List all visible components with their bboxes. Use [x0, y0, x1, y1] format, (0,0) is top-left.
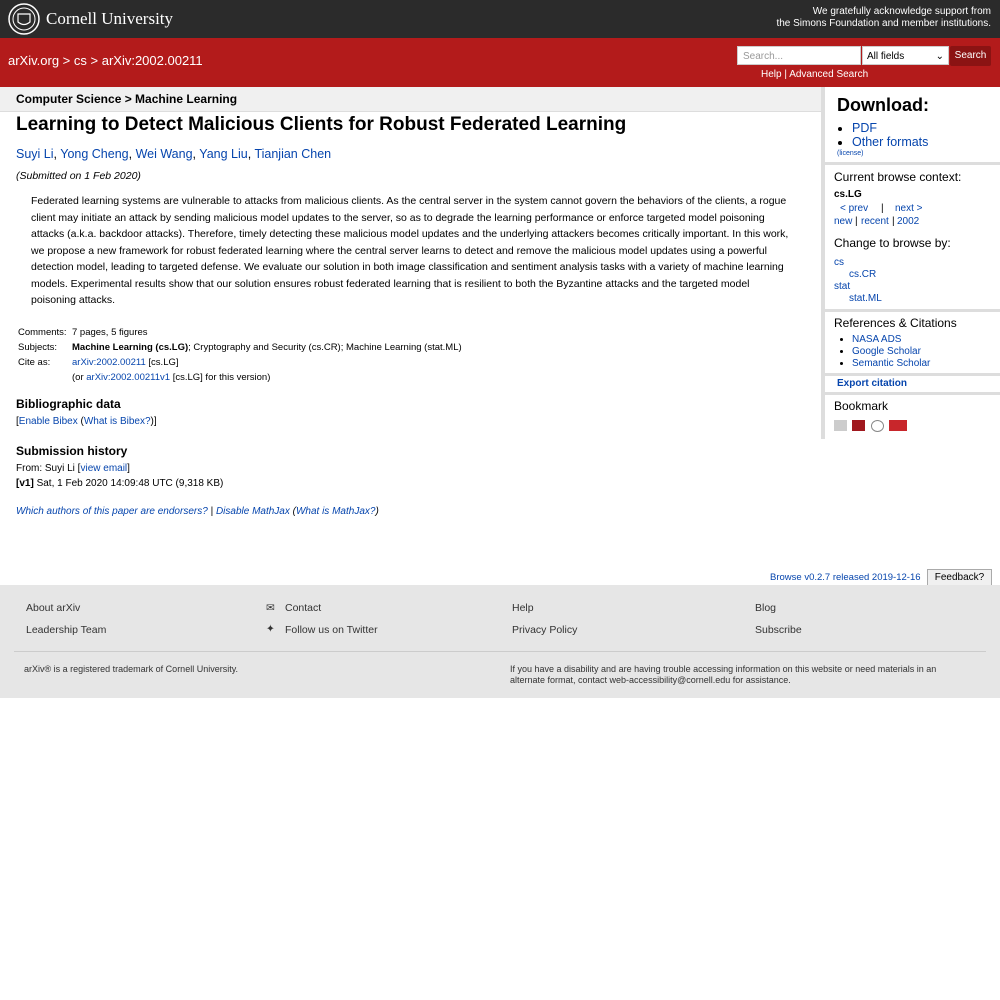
- sciencewise-icon[interactable]: [889, 420, 907, 431]
- view-email-link[interactable]: view email: [80, 463, 128, 474]
- next-link[interactable]: next >: [895, 203, 923, 214]
- cite-or: (or: [72, 372, 87, 383]
- separator: |: [881, 203, 884, 214]
- change-browse-heading: Change to browse by:: [834, 236, 951, 250]
- help-separator: |: [781, 69, 790, 80]
- new-link[interactable]: new: [834, 216, 853, 227]
- search-field-value: All fields: [867, 51, 905, 62]
- leadership-team-link[interactable]: Leadership Team: [26, 624, 107, 636]
- cornell-seal-icon[interactable]: [8, 3, 40, 35]
- mendeley-icon[interactable]: [852, 420, 865, 431]
- contact-link[interactable]: Contact: [285, 602, 322, 614]
- browse-stat-link[interactable]: stat: [834, 281, 851, 292]
- breadcrumb-separator: >: [86, 53, 102, 68]
- browse-statml-link[interactable]: stat.ML: [849, 293, 882, 304]
- author-list: Suyi Li, Yong Cheng, Wei Wang, Yang Liu, Tianjian Chen: [16, 147, 332, 161]
- breadcrumb-arxiv[interactable]: arXiv.org: [8, 53, 60, 68]
- submission-history-heading: Submission history: [16, 444, 128, 458]
- version-date: Sat, 1 Feb 2020 14:09:48 UTC (9,318 KB): [33, 478, 224, 489]
- browse-version-link[interactable]: Browse v0.2.7 released 2019-12-16: [770, 572, 921, 583]
- footer-help-link[interactable]: Help: [512, 602, 534, 614]
- enable-bibex-link[interactable]: Enable Bibex: [18, 416, 78, 427]
- help-link[interactable]: Help: [761, 69, 782, 80]
- twitter-icon: ✦: [266, 623, 275, 635]
- author-link[interactable]: Wei Wang: [135, 147, 193, 161]
- reference-item: [852, 334, 930, 346]
- semantic-scholar-link[interactable]: Semantic Scholar: [852, 358, 931, 369]
- chevron-down-icon: ⌄: [935, 51, 944, 62]
- advanced-search-link[interactable]: Advanced Search: [789, 69, 869, 80]
- footer: [0, 585, 1000, 698]
- paren: ): [375, 506, 379, 517]
- subject-header-text: Computer Science > Machine Learning: [16, 92, 238, 106]
- license-link[interactable]: (license): [837, 150, 864, 157]
- separator: |: [855, 216, 858, 227]
- author-link[interactable]: Suyi Li: [16, 147, 54, 161]
- endorsers-line: [16, 506, 379, 517]
- cite-label: Cite as:: [18, 357, 51, 368]
- browse-cscr-link[interactable]: cs.CR: [849, 269, 877, 280]
- other-subjects: ; Cryptography and Security (cs.CR); Machine Learning (stat.ML): [188, 342, 462, 353]
- download-other-item: [852, 135, 928, 149]
- envelope-icon: ✉: [266, 602, 275, 614]
- breadcrumb: [8, 53, 203, 68]
- reference-item: [852, 346, 930, 358]
- metadata-table: [16, 325, 464, 385]
- cite-version-rest: [cs.LG] for this version): [170, 372, 271, 383]
- download-list: [825, 121, 928, 149]
- cite-id-link[interactable]: arXiv:2002.00211: [72, 357, 146, 368]
- accessibility-notice: If you have a disability and are having trouble accessing information on this website or need materials in an alternate format, contact web-accessibility@cornell.edu for assistance.: [510, 664, 937, 685]
- bibliographic-heading: Bibliographic data: [16, 397, 121, 411]
- year-link[interactable]: 2002: [897, 216, 920, 227]
- abstract: Federated learning systems are vulnerable to attacks from malicious clients. As the central server in the system cannot govern the behaviors of the clients, a rogue client may initiate an attack by sending malicious model updates to the server, so as to degrade the learning performance or enforce targeted model poisoning attacks (a.k.a. backdoor attacks). Therefore, timely detecting these malicious model updates and the underlying attackers becomes critically important. In this work, we propose a new framework for robust federated learning where the central server learns to detect and remove the malicious model updates using a powerful detection model, leading to targeted defense. We evaluate our solution in both image classification and sentiment analysis tasks with a variety of machine learning models. Experimental results show that our solution ensures robust federated learning that is resilient to both the Byzantine attacks and the targeted model poisoning attacks.: [31, 195, 789, 306]
- twitter-link[interactable]: Follow us on Twitter: [285, 624, 378, 636]
- subjects-value: [70, 340, 464, 355]
- help-links: [761, 69, 868, 80]
- primary-subject: Machine Learning (cs.LG): [72, 342, 189, 353]
- paren: (: [77, 416, 84, 427]
- bookmark-heading: Bookmark: [834, 399, 889, 413]
- sidebar-divider: [825, 373, 1000, 376]
- breadcrumb-separator: >: [59, 53, 74, 68]
- separator: |: [892, 216, 895, 227]
- bookmark-icons: [834, 417, 908, 435]
- author-link[interactable]: Yang Liu: [199, 147, 248, 161]
- comments-label: Comments:: [18, 327, 67, 338]
- endorsers-link[interactable]: Which authors of this paper are endorsers?: [16, 506, 208, 517]
- export-citation-link[interactable]: Export citation: [837, 378, 908, 389]
- support-acknowledgement: [776, 6, 991, 30]
- browse-context-value: cs.LG: [834, 189, 862, 200]
- footer-divider: [14, 651, 986, 652]
- paper-title: Learning to Detect Malicious Clients for Robust Federated Learning: [16, 114, 627, 135]
- prev-link[interactable]: < prev: [840, 203, 869, 214]
- about-arxiv-link[interactable]: About arXiv: [26, 602, 81, 614]
- cite-version: [70, 370, 464, 385]
- privacy-policy-link[interactable]: Privacy Policy: [512, 624, 578, 636]
- browse-context-heading: Current browse context:: [834, 170, 962, 184]
- recent-link[interactable]: recent: [861, 216, 889, 227]
- support-line-2: the Simons Foundation and member institutions.: [776, 18, 991, 29]
- subscribe-link[interactable]: Subscribe: [755, 624, 802, 636]
- references-heading: References & Citations: [834, 316, 957, 330]
- google-scholar-link[interactable]: Google Scholar: [852, 346, 921, 357]
- breadcrumb-cs[interactable]: cs: [73, 53, 87, 68]
- subject-header: [0, 87, 821, 112]
- sidebar-divider: [825, 162, 1000, 165]
- trademark-notice: arXiv® is a registered trademark of Cornell University.: [24, 664, 239, 674]
- sidebar-divider: [825, 309, 1000, 312]
- version-label: [v1]: [16, 478, 34, 489]
- cornell-university-logo[interactable]: Cornell University: [46, 9, 174, 28]
- bracket: ]: [127, 463, 130, 474]
- paren: (: [289, 506, 296, 517]
- what-is-mathjax-link[interactable]: What is MathJax?: [295, 506, 376, 517]
- cite-version-link[interactable]: arXiv:2002.00211v1: [86, 372, 171, 383]
- nasa-ads-link[interactable]: NASA ADS: [852, 334, 902, 345]
- browse-cs-link[interactable]: cs: [834, 257, 844, 268]
- reddit-icon[interactable]: [871, 420, 884, 432]
- submitter-text: From: Suyi Li [: [16, 463, 81, 474]
- download-pdf-item: [852, 121, 928, 135]
- subjects-label: Subjects:: [18, 342, 58, 353]
- search-button[interactable]: Search: [950, 46, 991, 66]
- bracket: )]: [150, 416, 157, 427]
- reference-item: [852, 358, 930, 370]
- search-field-select[interactable]: [862, 46, 949, 65]
- bibsonomy-icon[interactable]: [834, 420, 847, 431]
- pdf-link[interactable]: PDF: [852, 121, 877, 135]
- cite-value: [70, 355, 464, 370]
- sidebar: [821, 87, 1000, 439]
- download-heading: Download:: [837, 95, 929, 115]
- what-is-bibex-link[interactable]: What is Bibex?: [83, 416, 151, 427]
- references-list: [825, 334, 930, 370]
- comments-value: 7 pages, 5 figures: [72, 327, 148, 338]
- search-input[interactable]: Search...: [737, 46, 861, 65]
- support-line-1: We gratefully acknowledge support from: [812, 6, 991, 17]
- header-bar: [0, 38, 1000, 87]
- disable-mathjax-link[interactable]: Disable MathJax: [215, 506, 290, 517]
- submission-date: (Submitted on 1 Feb 2020): [16, 170, 141, 182]
- top-banner: [0, 0, 1000, 38]
- separator: |: [207, 506, 216, 517]
- breadcrumb-paper-id[interactable]: arXiv:2002.00211: [101, 53, 203, 68]
- blog-link[interactable]: Blog: [755, 602, 777, 614]
- author-link[interactable]: Yong Cheng: [60, 147, 129, 161]
- feedback-button[interactable]: Feedback?: [927, 569, 992, 587]
- bibex-line: [16, 416, 157, 427]
- submitter-line: [16, 463, 130, 474]
- version-line: [16, 478, 223, 489]
- author-link[interactable]: Tianjian Chen: [254, 147, 332, 161]
- bracket: [: [16, 416, 19, 427]
- sidebar-divider: [825, 392, 1000, 395]
- other-formats-link[interactable]: Other formats: [852, 135, 929, 149]
- cite-category: [cs.LG]: [145, 357, 179, 368]
